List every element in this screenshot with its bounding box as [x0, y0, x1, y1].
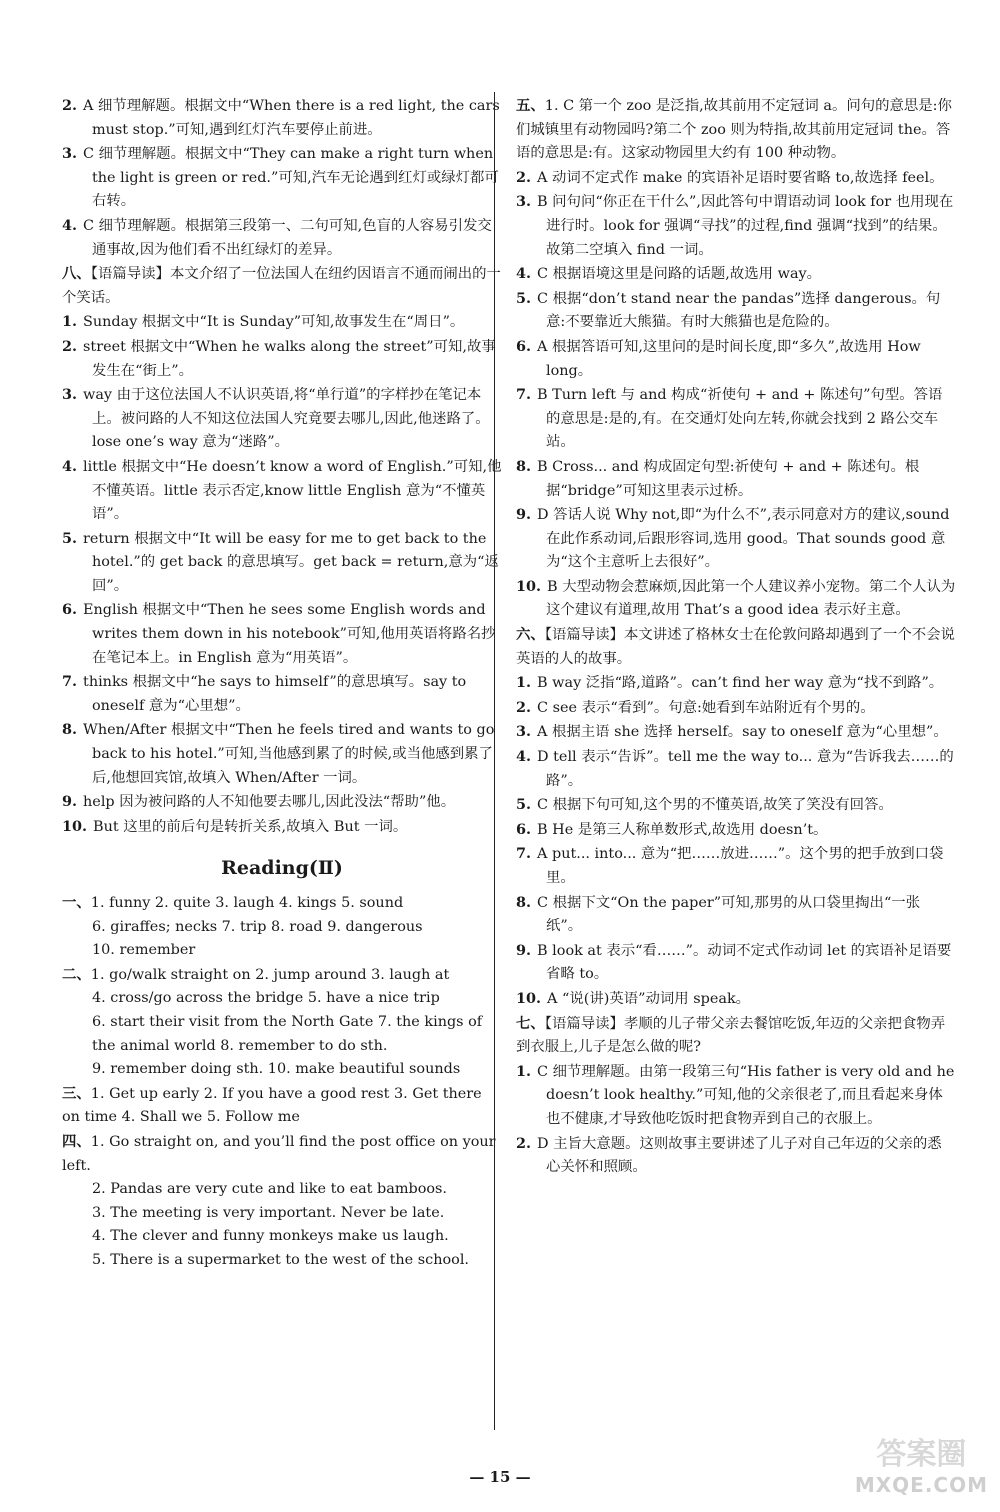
answer-item	[516, 1060, 956, 1132]
item-text: A 根据主语 she 选择 herself。say to oneself 意为“心里想”。	[537, 724, 948, 741]
item-text: B Turn left 与 and 构成“祈使句 + and + 陈述句”句型。答语的意思是:是的,有。在交通灯处向左转,你就会找到 2 路公交车站。	[537, 387, 943, 451]
answer-item	[62, 455, 502, 527]
section-text: 【语篇导读】本文讲述了格林女士在伦敦问路却遇到了一个不会说英语的人的故事。	[516, 627, 955, 667]
answer-item	[516, 939, 956, 987]
item-number: 2.	[516, 168, 532, 186]
section-text: 【语篇导读】本文介绍了一位法国人在纽约因语言不通而闹出的一个笑话。	[62, 266, 501, 306]
item-number: 10.	[62, 817, 88, 835]
item-text: thinks 根据文中“he says to himself”的意思填写。say to oneself 意为“心里想”。	[83, 674, 467, 714]
answer-line: 6. giraffes; necks 7. trip 8. road 9. dangerous	[92, 918, 423, 935]
item-text: A “说(讲)英语”动词用 speak。	[547, 990, 751, 1007]
watermark-url: MXQE.COM	[854, 1473, 988, 1497]
answer-item	[516, 335, 956, 383]
answer-item	[516, 190, 956, 262]
answer-item	[62, 383, 502, 455]
right-column	[516, 94, 956, 1180]
section-start	[516, 1012, 956, 1060]
item-text: A 动词不定式作 make 的宾语补足语时要省略 to,故选择 feel。	[537, 169, 944, 186]
answer-line: 2. Pandas are very cute and like to eat bamboos.	[92, 1181, 447, 1198]
item-text: C see 表示“看到”。句意:她看到车站附近有个男的。	[537, 699, 875, 716]
section-number: 一、	[62, 894, 91, 911]
item-text: little 根据文中“He doesn’t know a word of English.”可知,他不懂英语。little 表示否定,know little English 意为“不懂英语”。	[83, 458, 502, 523]
item-number: 7.	[516, 845, 532, 863]
item-text: D 答话人说 Why not,即“为什么不”,表示同意对方的建议,sound 在此作系动词,后跟形容词,选用 good。That sounds good 意为“这个主意听上去很好”。	[537, 507, 950, 571]
item-text: B 问句问“你正在干什么”,因此答句中谓语动词 look for 也用现在进行时。look for 强调“寻找”的过程,find 强调“找到”的结果。故第二空填入 find 一词。	[537, 194, 954, 258]
left-column	[62, 94, 502, 1273]
answer-item	[516, 383, 956, 455]
answer-item	[516, 842, 956, 890]
item-number: 2.	[516, 1134, 532, 1152]
item-number: 4.	[62, 457, 78, 475]
section-number: 三、	[62, 1084, 91, 1102]
section-number: 八、	[62, 265, 91, 283]
answer-item	[516, 745, 956, 793]
item-text: English 根据文中“Then he sees some English words and writes them down in his notebook”可知,他用英语将路名抄在笔记本上。in English 意为“用英语”。	[83, 602, 496, 666]
item-number: 2.	[62, 97, 78, 114]
section-start	[62, 891, 502, 916]
section-heading: Reading(Ⅱ)	[221, 857, 343, 880]
section-number: 五、	[516, 97, 545, 114]
item-text: D tell 表示“告诉”。tell me the way to... 意为“告诉我去……的路”。	[537, 749, 954, 789]
item-number: 6.	[516, 820, 532, 838]
item-number: 7.	[516, 386, 532, 404]
item-text: C 细节理解题。根据第三段第一、二句可知,色盲的人容易引发交通事故,因为他们看不出红绿灯的差异。	[83, 217, 492, 258]
section-text: 1. funny 2. quite 3. laugh 4. kings 5. sound	[90, 895, 404, 911]
answer-line: 5. There is a supermarket to the west of the school.	[92, 1251, 469, 1268]
item-text: way 由于这位法国人不认识英语,将“单行道”的字样抄在笔记本上。被问路的人不知这位法国人究竟要去哪儿,因此,他迷路了。lose one’s way 意为“迷路”。	[83, 387, 490, 451]
item-text: When/After 根据文中“Then he feels tired and wants to go back to his hotel.”可知,当他感到累了的时候,或当他感到累了后,他想回宾馆,故填入 When/After 一词。	[83, 722, 495, 786]
answer-item	[62, 94, 502, 142]
item-number: 5.	[516, 289, 532, 307]
section-number: 四、	[62, 1132, 91, 1150]
watermark-text: 答案圈	[876, 1437, 967, 1472]
answer-item	[62, 527, 502, 599]
item-text: C 根据语境这里是问路的话题,故选用 way。	[537, 266, 822, 283]
answer-item	[516, 793, 956, 818]
item-number: 1.	[516, 674, 532, 692]
item-number: 7.	[62, 673, 78, 691]
item-text: A put... into... 意为“把……放进……”。这个男的把手放到口袋里。	[537, 846, 944, 886]
answer-item	[62, 214, 502, 262]
section-start	[62, 262, 502, 310]
answer-item	[516, 287, 956, 335]
item-number: 4.	[62, 216, 78, 234]
item-text: C 根据“don’t stand near the pandas”选择 dangerous。句意:不要靠近大熊猫。有时大熊猫也是危险的。	[537, 290, 941, 331]
section-start	[62, 1082, 502, 1130]
item-number: 8.	[516, 893, 532, 911]
item-number: 2.	[62, 337, 78, 355]
item-text: D 主旨大意题。这则故事主要讲述了儿子对自己年迈的父亲的悉心关怀和照顾。	[537, 1135, 942, 1176]
item-text: B way 泛指“路,道路”。can’t find her way 意为“找不到路”。	[537, 675, 944, 692]
section-text: 1. Go straight on, and you’ll find the post office on your left.	[62, 1133, 496, 1174]
answer-item	[62, 310, 502, 335]
answer-item	[516, 696, 956, 721]
answer-item	[516, 455, 956, 503]
item-number: 4.	[516, 748, 532, 766]
item-text: A 根据答语可知,这里问的是时间长度,即“多久”,故选用 How long。	[537, 338, 921, 379]
watermark-logo	[854, 1437, 988, 1500]
answer-item	[516, 720, 956, 745]
answer-item	[516, 671, 956, 696]
answer-line: 10. remember	[92, 942, 196, 959]
item-number: 2.	[516, 698, 532, 716]
section-text: 1. C 第一个 zoo 是泛指,故其前用不定冠词 a。问句的意思是:你们城镇里有动物园吗?第二个 zoo 则为特指,故其前用定冠词 the。答语的意思是:有。这家动物园里大约有 100 种动物。	[516, 98, 952, 162]
answer-item	[62, 670, 502, 718]
item-text: C 细节理解题。由第一段第三句“His father is very old and he doesn’t look healthy.”可知,他的父亲很老了,而且看起来身体也不健康,才导致他吃饭时把食物弄到自己的衣服上。	[537, 1063, 955, 1127]
page-number: — 15 —	[469, 1468, 531, 1486]
item-number: 9.	[62, 793, 78, 811]
answer-line: 6. start their visit from the North Gate 7. the kings of the animal world 8. remember to do sth.	[92, 1013, 483, 1054]
item-number: 9.	[516, 941, 532, 959]
item-number: 8.	[516, 457, 532, 475]
item-text: B He 是第三人称单数形式,故选用 doesn’t。	[537, 821, 828, 838]
section-text: 【语篇导读】孝顺的儿子带父亲去餐馆吃饭,年迈的父亲把食物弄到衣服上,儿子是怎么做的呢?	[516, 1015, 946, 1056]
answer-line: 4. The clever and funny monkeys make us laugh.	[92, 1228, 449, 1245]
item-number: 3.	[62, 145, 78, 163]
answer-line: 4. cross/go across the bridge 5. have a nice trip	[92, 990, 440, 1007]
section-number: 七、	[516, 1014, 545, 1032]
item-text: C 根据下句可知,这个男的不懂英语,故笑了笑没有回答。	[537, 797, 893, 814]
item-text: Sunday 根据文中“It is Sunday”可知,故事发生在“周日”。	[83, 314, 465, 331]
section-number: 六、	[516, 626, 545, 644]
section-start	[516, 623, 956, 671]
item-number: 9.	[516, 506, 532, 524]
answer-line: 9. remember doing sth. 10. make beautiful sounds	[92, 1061, 461, 1078]
answer-item	[516, 987, 956, 1012]
item-text: help 因为被问路的人不知他要去哪儿,因此没法“帮助”他。	[83, 794, 456, 811]
item-number: 6.	[516, 337, 532, 355]
answer-item	[516, 166, 956, 191]
section-start	[516, 94, 956, 166]
item-number: 3.	[516, 193, 532, 211]
item-number: 5.	[516, 796, 532, 814]
item-number: 10.	[516, 989, 542, 1007]
item-number: 3.	[62, 386, 78, 404]
item-text: B look at 表示“看……”。动词不定式作动词 let 的宾语补足语要省略 to。	[537, 942, 952, 983]
item-text: B 大型动物会惹麻烦,因此第一个人建议养小宠物。第二个人认为这个建议有道理,故用 That’s a good idea 表示好主意。	[546, 578, 956, 619]
item-number: 5.	[62, 529, 78, 547]
item-text: C 根据下文“On the paper”可知,那男的从口袋里掏出“一张纸”。	[537, 894, 921, 935]
item-text: A 细节理解题。根据文中“When there is a red light, the cars must stop.”可知,遇到红灯汽车要停止前进。	[83, 98, 500, 138]
section-text: 1. Get up early 2. If you have a good rest 3. Get there on time 4. Shall we 5. Follow me	[62, 1085, 482, 1126]
item-text: return 根据文中“It will be easy for me to get back to the hotel.”的 get back 的意思填写。get back = return,意为“返回”。	[83, 530, 499, 594]
item-text: street 根据文中“When he walks along the street”可知,故事发生在“街上”。	[83, 338, 496, 379]
answer-item	[62, 142, 502, 214]
column-divider	[494, 92, 495, 1430]
item-number: 6.	[62, 601, 78, 619]
item-text: But 这里的前后句是转折关系,故填入 But 一词。	[93, 818, 408, 835]
item-text: C 细节理解题。根据文中“They can make a right turn when the light is green or red.”可知,汽车无论遇到红灯或绿灯都可右转。	[83, 146, 499, 210]
item-number: 1.	[516, 1062, 532, 1080]
answer-item	[62, 790, 502, 815]
answer-line: 3. The meeting is very important. Never be late.	[92, 1204, 445, 1221]
section-start	[62, 963, 502, 988]
section-start	[62, 1130, 502, 1178]
section-number: 二、	[62, 965, 91, 983]
item-number: 3.	[516, 723, 532, 741]
answer-item	[516, 503, 956, 575]
item-text: B Cross... and 构成固定句型:祈使句 + and + 陈述句。根据“bridge”可知这里表示过桥。	[537, 458, 920, 499]
item-number: 8.	[62, 721, 78, 739]
answer-item	[516, 575, 956, 623]
answer-item	[516, 818, 956, 843]
answer-item	[516, 891, 956, 939]
answer-item	[516, 262, 956, 287]
answer-item	[516, 1132, 956, 1180]
answer-item	[62, 335, 502, 383]
section-text: 1. go/walk straight on 2. jump around 3. laugh at	[90, 966, 450, 983]
item-number: 10.	[516, 577, 542, 595]
item-number: 4.	[516, 265, 532, 283]
answer-item	[62, 815, 502, 840]
answer-item	[62, 718, 502, 790]
item-number: 1.	[62, 313, 78, 331]
answer-item	[62, 598, 502, 670]
